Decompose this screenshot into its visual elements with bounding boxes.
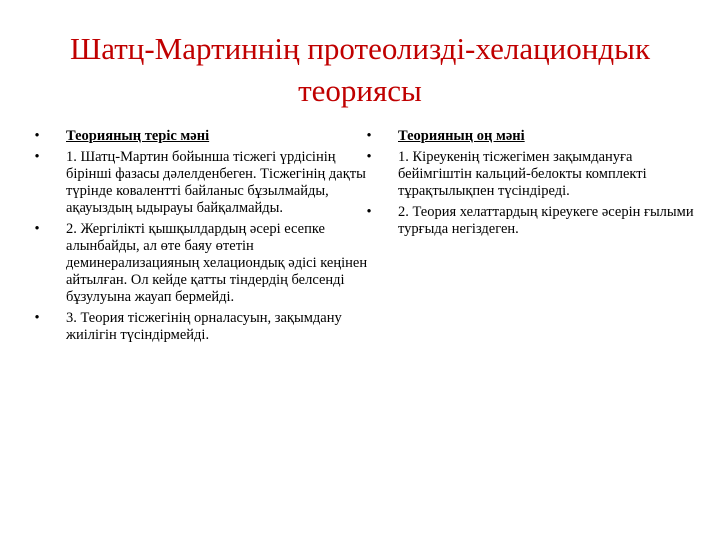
- list-item: [362, 128, 707, 145]
- bullet-icon: •: [366, 149, 372, 165]
- left-heading: Теорияның теріс мәні: [66, 128, 210, 144]
- right-column: [362, 128, 707, 242]
- list-item: [362, 149, 707, 200]
- list-item-text: 3. Теория тісжегінің орналасуын, зақымдану жиілігін түсіндірмейді.: [66, 310, 342, 343]
- list-item: [30, 128, 370, 145]
- slide-title: [40, 28, 680, 112]
- slide-title-line-2: теориясы: [298, 73, 422, 108]
- left-column: [30, 128, 370, 348]
- bullet-icon: •: [34, 128, 40, 144]
- bullet-icon: •: [34, 221, 40, 237]
- bullet-icon: •: [366, 204, 372, 220]
- right-bullet-list: [362, 128, 707, 238]
- right-heading: Теорияның оң мәні: [398, 128, 525, 144]
- bullet-icon: •: [366, 128, 372, 144]
- slide-title-line-1: Шатц-Мартиннің протеолизді-хелациондык: [69, 31, 651, 66]
- left-bullet-list: [30, 128, 370, 344]
- list-item: [30, 221, 370, 306]
- list-item-text: 2. Жергілікті қышқылдардың әсері есепке алынбайды, ал өте баяу өтетін деминерализацияның хелациондық әдісі кеңінен айтылған. Ол кейде қатты тіндердің белсенді бұзулуына жауап бермейді.: [66, 221, 368, 305]
- list-item: [30, 310, 370, 344]
- list-item-text: 1. Шатц-Мартин бойынша тісжегі үрдісінің бірінші фазасы дәлелденбеген. Тісжегінің дақты түрінде коваленттi байланыс бұзылмайды, ақауыздың ыдырауы байқалмайды.: [66, 149, 366, 216]
- list-item-text: 1. Кіреукенің тісжегімен зақымдануға бейімгіштін кальций-белокты комплекті тұрақтылықпен түсіндіреді.: [398, 149, 647, 199]
- list-item-text: 2. Теория хелаттардың кіреукеге әсерін ғылыми турғыда негіздеген.: [398, 204, 694, 237]
- bullet-icon: •: [34, 310, 40, 326]
- bullet-icon: •: [34, 149, 40, 165]
- list-item: [362, 204, 707, 238]
- list-item: [30, 149, 370, 217]
